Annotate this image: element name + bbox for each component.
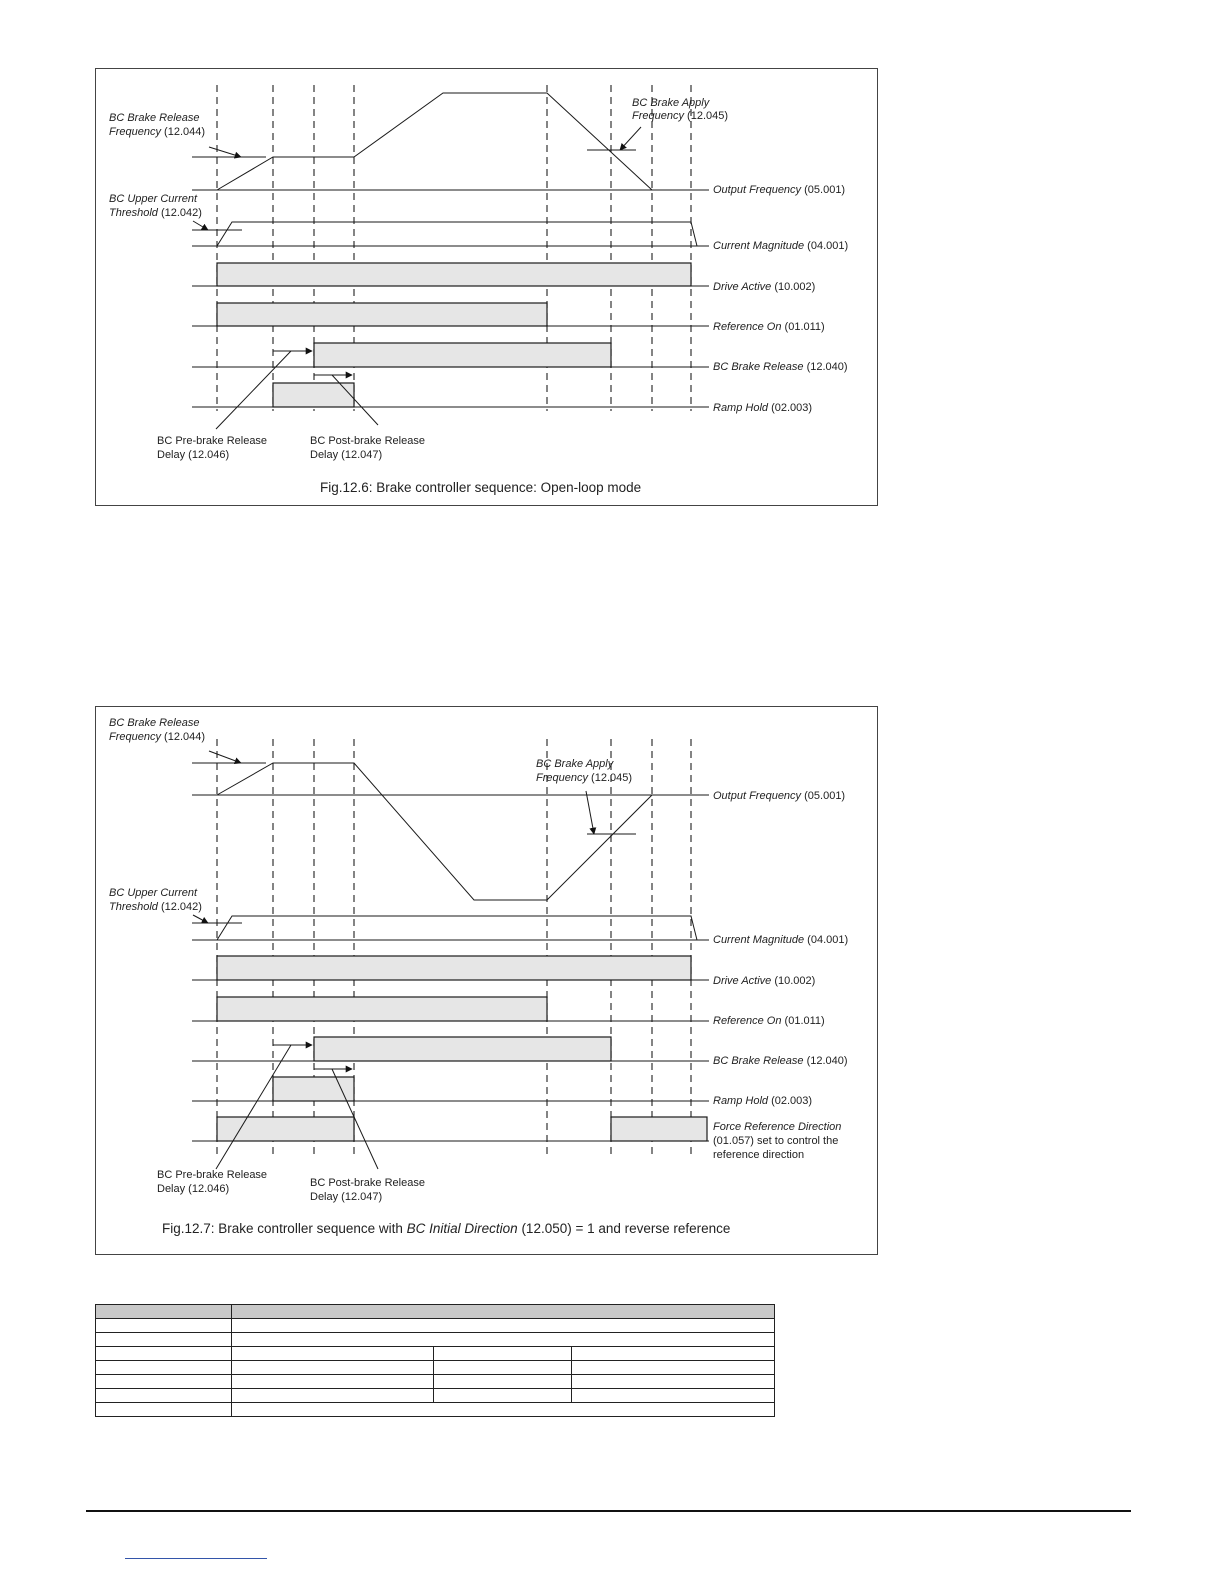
force-direction-pulse-start <box>217 1117 354 1141</box>
signal-baselines <box>192 190 709 407</box>
post-brake-label-1: BC Post-brake Release <box>310 435 425 447</box>
release-freq-label-1: BC Brake Release <box>109 717 200 729</box>
release-freq-label-2: Frequency (12.044) <box>109 126 206 138</box>
force-direction-pulse-end <box>611 1117 707 1141</box>
current-magnitude-trace <box>217 916 697 940</box>
signal-labels <box>713 184 848 414</box>
post-brake-label-2: Delay (12.047) <box>310 449 383 461</box>
reference-on-pulse <box>217 303 547 326</box>
svg-text:Current Magnitude (04.001): Current Magnitude (04.001) <box>713 934 849 946</box>
post-brake-label-1: BC Post-brake Release <box>310 1177 425 1189</box>
figure-12-6 <box>95 68 878 506</box>
reference-on-pulse <box>217 997 547 1021</box>
ramp-hold-pulse <box>273 383 354 407</box>
svg-text:Ramp Hold (02.003): Ramp Hold (02.003) <box>713 1095 813 1107</box>
current-magnitude-trace <box>217 222 697 246</box>
apply-freq-label-1: BC Brake Apply <box>536 758 614 770</box>
pre-brake-label-2: Delay (12.046) <box>157 449 230 461</box>
svg-text:Drive Active (10.002): Drive Active (10.002) <box>713 281 816 293</box>
svg-text:Current Magnitude (04.001): Current Magnitude (04.001) <box>713 240 849 252</box>
apply-freq-label-2: Frequency (12.045) <box>536 772 633 784</box>
drive-active-pulse <box>217 956 691 980</box>
release-freq-label-2: Frequency (12.044) <box>109 731 206 743</box>
figure-caption: Fig.12.7: Brake controller sequence with BC Initial Direction (12.050) = 1 and reverse reference <box>162 1221 731 1236</box>
pre-brake-label-1: BC Pre-brake Release <box>157 435 268 447</box>
pre-brake-label-2: Delay (12.046) <box>157 1183 230 1195</box>
svg-text:Ramp Hold (02.003): Ramp Hold (02.003) <box>713 402 813 414</box>
svg-text:(01.057) set to control the: (01.057) set to control the <box>713 1135 839 1147</box>
apply-freq-label-2: Frequency (12.045) <box>632 110 729 122</box>
apply-freq-label-1: BC Brake Apply <box>632 97 710 109</box>
output-frequency-trace <box>217 93 652 190</box>
pre-brake-label-1: BC Pre-brake Release <box>157 1169 268 1181</box>
ramp-hold-pulse <box>273 1077 354 1101</box>
signal-labels <box>713 790 848 1161</box>
upper-current-label-1: BC Upper Current <box>109 887 198 899</box>
svg-text:Force Reference Direction: Force Reference Direction <box>713 1121 842 1133</box>
pre-brake-leader <box>216 1045 291 1169</box>
figure-caption: Fig.12.6: Brake controller sequence: Open-loop mode <box>320 480 642 495</box>
brake-release-pulse <box>314 343 611 367</box>
svg-text:Reference On (01.011): Reference On (01.011) <box>713 321 825 333</box>
drive-active-pulse <box>217 263 691 286</box>
timing-diagram-open-loop <box>96 69 877 505</box>
post-brake-label-2: Delay (12.047) <box>310 1191 383 1203</box>
figure-12-7 <box>95 706 878 1255</box>
upper-current-label-2: Threshold (12.042) <box>109 901 202 913</box>
svg-text:Output Frequency (05.001): Output Frequency (05.001) <box>713 790 846 802</box>
footer-link-underline[interactable] <box>125 1558 267 1559</box>
release-freq-label-1: BC Brake Release <box>109 112 200 124</box>
footer-rule <box>86 1510 1131 1512</box>
upper-current-label-2: Threshold (12.042) <box>109 207 202 219</box>
svg-text:reference direction: reference direction <box>713 1149 805 1161</box>
svg-text:BC Brake Release (12.040): BC Brake Release (12.040) <box>713 361 848 373</box>
parameter-table <box>95 1304 775 1417</box>
svg-text:Reference On (01.011): Reference On (01.011) <box>713 1015 825 1027</box>
svg-text:BC Brake Release (12.040): BC Brake Release (12.040) <box>713 1055 848 1067</box>
upper-current-label-1: BC Upper Current <box>109 193 198 205</box>
svg-text:Drive Active (10.002): Drive Active (10.002) <box>713 975 816 987</box>
svg-text:Output Frequency (05.001): Output Frequency (05.001) <box>713 184 846 196</box>
brake-release-pulse <box>314 1037 611 1061</box>
timing-diagram-reverse-reference <box>96 707 877 1254</box>
